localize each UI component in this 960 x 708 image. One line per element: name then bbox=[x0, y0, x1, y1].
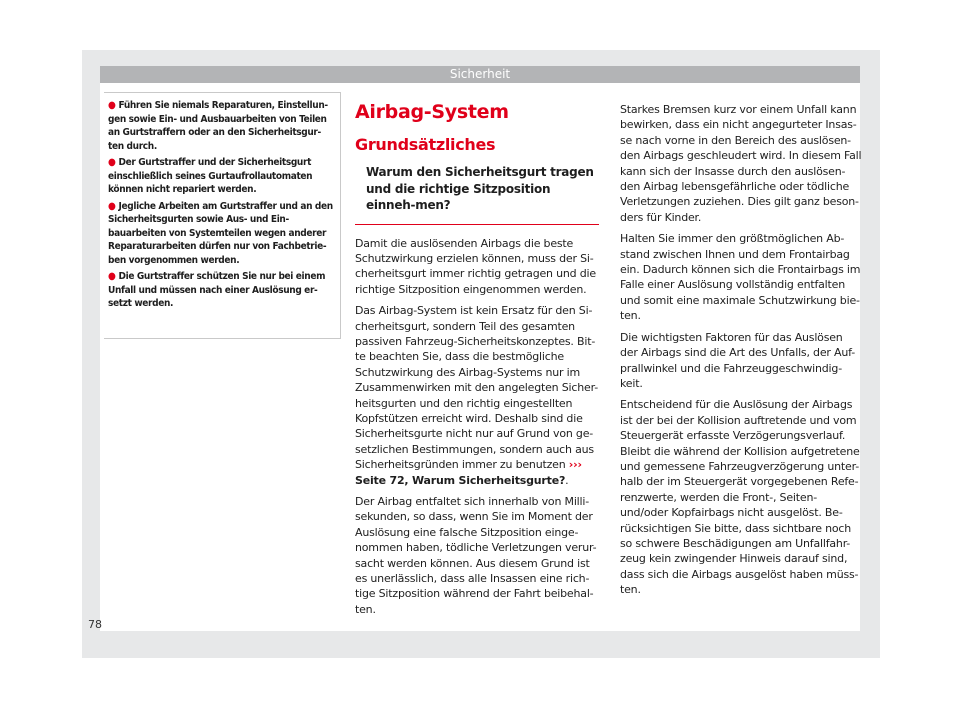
warning-item: ● Der Gurtstraffer und der Sicherheitsgurt einschließlich seines Gurtaufrollautomaten können nicht repariert werden. bbox=[108, 157, 313, 195]
right-column bbox=[620, 102, 862, 604]
paragraph: Damit die auslösenden Airbags die beste Schutzwirkung erzielen können, muss der Si-cherheitsgurt immer richtig getragen und die richtige Sitzposition eingenommen werden. bbox=[355, 236, 596, 296]
section-title: Airbag-System bbox=[355, 101, 509, 123]
subsection-title: Grundsätzliches bbox=[355, 135, 496, 154]
warning-box bbox=[104, 92, 341, 339]
paragraph: Die wichtigsten Faktoren für das Auslösen der Airbags sind die Art des Unfalls, der Auf-prallwinkel und die Fahrzeuggeschwindig-keit. bbox=[620, 330, 855, 390]
page-reference-link[interactable]: Seite 72, Warum Sicherheitsgurte? bbox=[355, 473, 566, 487]
bullet-icon: ● bbox=[108, 271, 116, 282]
divider bbox=[355, 224, 599, 225]
bullet-icon: ● bbox=[108, 157, 116, 168]
paragraph: Halten Sie immer den größtmöglichen Ab-stand zwischen Ihnen und dem Frontairbag ein. Dadurch können sich die Frontairbags im Falle einer Auslösung vollständig entfalten und somit eine maximale Schutzwirkung bie-ten. bbox=[620, 232, 861, 323]
warning-item: ● Jegliche Arbeiten am Gurtstraffer und an den Sicherheitsgurten sowie Aus- und Ein-bauarbeiten von Systemteilen wegen anderer Reparaturarbeiten dürfen nur von Fachbetrie-ben vorgenommen werden. bbox=[108, 200, 333, 266]
question-heading: Warum den Sicherheitsgurt tragen und die richtige Sitzposition einneh-men? bbox=[366, 165, 594, 212]
middle-column bbox=[355, 100, 601, 623]
paragraph: Das Airbag-System ist kein Ersatz für den Si-cherheitsgurt, sondern Teil des gesamten passiven Fahrzeug-Sicherheitskonzeptes. Bit-te beachten Sie, dass die bestmögliche Schutzwirkung des Airbag-Systems nur im Zusammenwirken mit den angelegten Sicher-heitsgurten und den richtig eingestellten Kopfstützen erreicht wird. Deshalb sind die Sicherheitsgurte nicht nur auf Grund von ge-setzlichen Bestimmungen, sondern auch aus Sicherheitsgründen immer zu benutzen ››› Seite 72, Warum Sicherheitsgurte?. bbox=[355, 304, 598, 487]
warning-item: ● Führen Sie niemals Reparaturen, Einstellun-gen sowie Ein- und Ausbauarbeiten von Teilen an Gurtstraffern oder an den Sicherheitsgur-ten durch. bbox=[108, 100, 328, 152]
page-number: 78 bbox=[88, 618, 102, 631]
reference-arrow-icon: ››› bbox=[568, 458, 582, 472]
bullet-icon: ● bbox=[108, 100, 116, 111]
paragraph: Starkes Bremsen kurz vor einem Unfall kann bewirken, dass ein nicht angegurteter Insas-se nach vorne in den Bereich des auslösen-den Airbags geschleudert wird. In diesem Fall kann sich der Insasse durch den auslösen-den Airbag lebensgefährliche oder tödliche Verletzungen zuziehen. Dies gilt ganz beson-ders für Kinder. bbox=[620, 103, 862, 224]
page-header: Sicherheit bbox=[100, 66, 860, 83]
paragraph: Der Airbag entfaltet sich innerhalb von Milli-sekunden, so dass, wenn Sie im Moment der Auslösung eine falsche Sitzposition einge-nommen haben, tödliche Verletzungen verur-sacht werden können. Aus diesem Grund ist es unerlässlich, dass alle Insassen eine rich-tige Sitzposition während der Fahrt beibehal-ten. bbox=[355, 495, 597, 616]
paragraph: Entscheidend für die Auslösung der Airbags ist der bei der Kollision auftretende und vom Steuergerät erfasste Verzögerungsverlauf. Bleibt die während der Kollision aufgetretene und gemessene Fahrzeugverzögerung unter-halb der im Steuergerät vorgegebenen Refe-renzwerte, werden die Front-, Seiten-und/oder Kopfairbags nicht ausgelöst. Be-rücksichtigen Sie bitte, dass sichtbare noch so schwere Beschädigungen am Unfallfahr-zeug kein zwingender Hinweis darauf sind, dass sich die Airbags ausgelöst haben müss-ten. bbox=[620, 398, 860, 597]
warning-item: ● Die Gurtstraffer schützen Sie nur bei einem Unfall und müssen nach einer Auslösung er-setzt werden. bbox=[108, 271, 326, 309]
bullet-icon: ● bbox=[108, 200, 116, 212]
